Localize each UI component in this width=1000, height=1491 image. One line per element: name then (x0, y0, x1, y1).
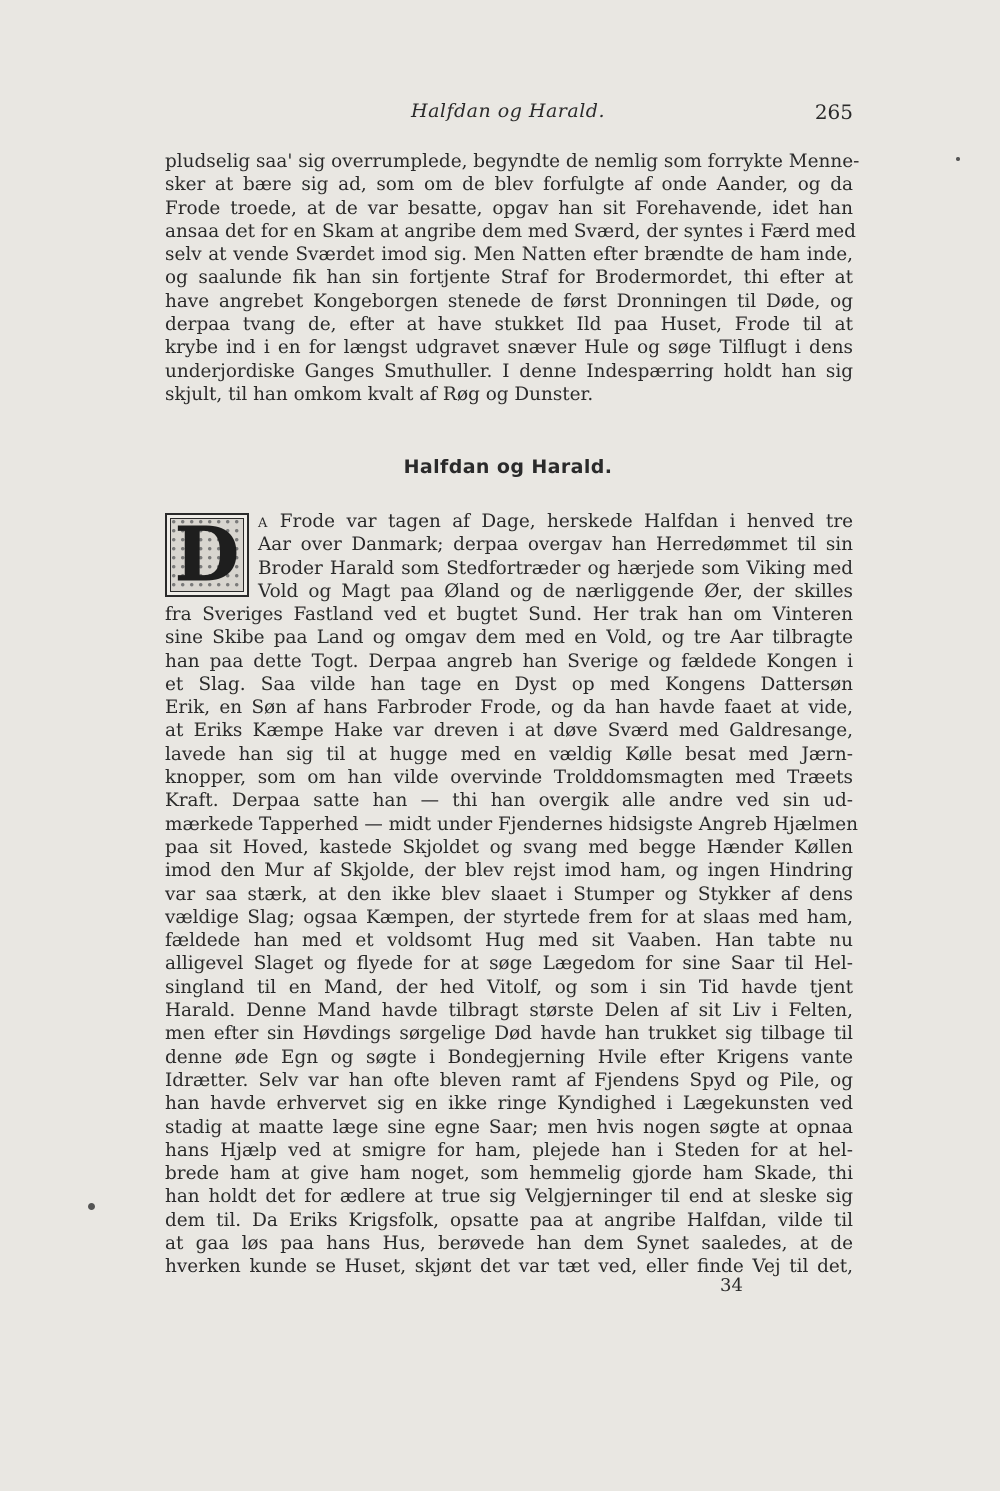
text-line: dem til. Da Eriks Krigsfolk, opsatte paa at angribe Halfdan, vilde til (165, 1209, 853, 1231)
signature-mark: 34 (720, 1275, 743, 1296)
text-line: selv at vende Sværdet imod sig. Men Natten efter brændte de ham inde, (165, 244, 853, 266)
text-line: sine Skibe paa Land og omgav dem med en Vold, og tre Aar tilbragte (165, 627, 853, 649)
text-line: knopper, som om han vilde overvinde Trolddomsmagten med Træets (165, 767, 853, 789)
text-line: singland til en Mand, der hed Vitolf, og som i sin Tid havde tjent (165, 976, 853, 998)
text-line: han havde erhvervet sig en ikke ringe Kyndighed i Lægekunsten ved (165, 1093, 853, 1115)
line-rest: Frode var tagen af Dage, herskede Halfdan i henved tre (268, 511, 853, 532)
text-line: krybe ind i en for længst udgravet snæver Hule og søge Tilflugt i dens (165, 337, 853, 359)
page-number: 265 (814, 100, 853, 124)
text-line: paa sit Hoved, kastede Skjoldet og svang med begge Hænder Køllen (165, 836, 853, 858)
text-line: hverken kunde se Huset, skjønt det var tæt ved, eller finde Vej til det, (165, 1256, 853, 1278)
text-line: at gaa løs paa hans Hus, berøvede han dem Synet saaledes, at de (165, 1233, 853, 1255)
text-line: vældige Slag; ogsaa Kæmpen, der styrtede frem for at slaas med ham, (165, 906, 853, 928)
text-line: derpaa tvang de, efter at have stukket Ild paa Huset, Frode til at (165, 314, 853, 336)
text-line: Harald. Denne Mand havde tilbragt største Delen af sit Liv i Felten, (165, 1000, 853, 1022)
text-line: Aar over Danmark; derpaa overgav han Herredømmet til sin (258, 534, 853, 556)
paper-speck (88, 1203, 95, 1210)
text-line (258, 510, 853, 533)
text-line: Broder Harald som Stedfortræder og hærjede som Viking med (258, 557, 853, 579)
text-line: men efter sin Høvdings sørgelige Død havde han trukket sig tilbage til (165, 1023, 853, 1045)
dropcap-letter: D (174, 512, 240, 598)
text-line: han holdt det for ædlere at true sig Velgjerninger til end at sleske sig (165, 1186, 853, 1208)
text-line: have angrebet Kongeborgen stenede de først Dronningen til Døde, og (165, 290, 853, 312)
paper-speck (956, 157, 960, 161)
paragraph-2 (165, 603, 859, 1279)
text-line: fældede han med et voldsomt Hug med sit Vaaben. Han tabte nu (165, 930, 853, 952)
text-line: brede ham at give ham noget, som hemmelig gjorde ham Skade, thi (165, 1163, 853, 1185)
text-line: alligevel Slaget og flyede for at søge Lægedom for sine Saar til Hel- (165, 953, 853, 975)
text-line: pludselig saa' sig overrumplede, begyndte de nemlig som forrykte Menne- (165, 151, 860, 172)
text-line: imod den Mur af Skjolde, der blev rejst imod ham, og ingen Hindring (165, 860, 853, 882)
text-line: sker at bære sig ad, som om de blev forfulgte af onde Aander, og da (165, 174, 853, 196)
text-line: skjult, til han omkom kvalt af Røg og Dunster. (165, 383, 594, 405)
text-line: et Slag. Saa vilde han tage en Dyst op med Kongens Dattersøn (165, 673, 853, 695)
running-head (163, 100, 853, 130)
running-title: Halfdan og Harald. (411, 100, 605, 122)
text-line: stadig at maatte læge sine egne Saar; men hvis nogen søgte at opnaa (165, 1116, 853, 1138)
text-line: Kraft. Derpaa satte han — thi han overgik alle andre ved sin ud- (165, 790, 853, 812)
text-line: var saa stærk, at den ikke blev slaaet i Stumper og Stykker af dens (165, 883, 853, 905)
paragraph-2-indented (258, 510, 853, 603)
text-line: han paa dette Togt. Derpaa angreb han Sverige og fældede Kongen i (165, 650, 853, 672)
text-line: Idrætter. Selv var han ofte bleven ramt af Fjendens Spyd og Pile, og (165, 1069, 853, 1091)
text-line: Erik, en Søn af hans Farbroder Frode, og da han havde faaet at vide, (165, 697, 853, 719)
text-line: mærkede Tapperhed — midt under Fjendernes hidsigste Angreb Hjælmen (165, 813, 859, 835)
smallcaps-word: A (258, 516, 269, 531)
text-line: at Eriks Kæmpe Hake var dreven i at døve Sværd med Galdresange, (165, 720, 853, 742)
text-line: underjordiske Ganges Smuthuller. I denne Indespærring holdt han sig (165, 360, 853, 382)
text-line: Vold og Magt paa Øland og de nærliggende Øer, der skilles (258, 580, 853, 602)
text-line: lavede han sig til at hugge med en vældig Kølle besat med Jærn- (165, 743, 853, 765)
text-line: ansaa det for en Skam at angribe dem med Sværd, der syntes i Færd med (165, 220, 856, 242)
paragraph-1 (165, 150, 860, 406)
section-heading: Halfdan og Harald. (403, 456, 613, 478)
text-line: Frode troede, at de var besatte, opgav han sit Forehavende, idet han (165, 197, 853, 219)
text-line: hans Hjælp ved at smigre for ham, plejede han i Steden for at hel- (165, 1139, 853, 1161)
text-line: denne øde Egn og søgte i Bondegjerning Hvile efter Krigens vante (165, 1046, 853, 1068)
text-line: og saalunde fik han sin fortjente Straf for Brodermordet, thi efter at (165, 267, 853, 289)
ornamental-initial (165, 513, 249, 597)
text-line: fra Sveriges Fastland ved et bugtet Sund. Her trak han om Vinteren (165, 604, 853, 625)
